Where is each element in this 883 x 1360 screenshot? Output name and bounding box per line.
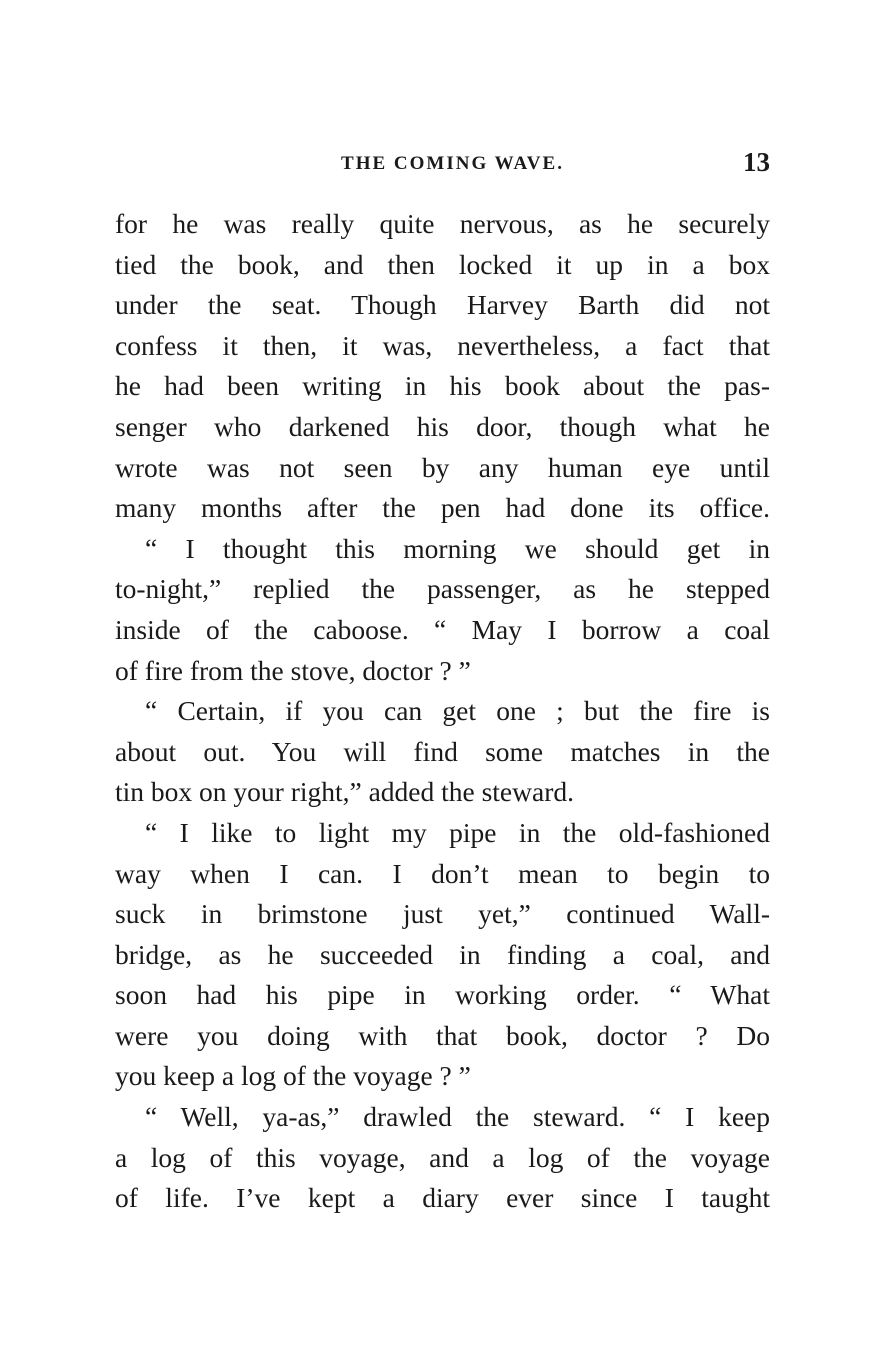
text-line: a log of this voyage, and a log of the voyage — [115, 1141, 770, 1173]
running-head — [115, 147, 770, 181]
page-number: 13 — [743, 147, 770, 177]
body-text — [115, 204, 770, 1219]
text-line: “ I like to light my pipe in the old-fashioned — [145, 816, 770, 848]
text-line: soon had his pipe in working order. “ What — [115, 979, 770, 1011]
text-line: many months after the pen had done its office. — [115, 492, 770, 524]
text-line: confess it then, it was, nevertheless, a fact that — [115, 329, 770, 361]
text-line: for he was really quite nervous, as he securely — [115, 208, 770, 239]
text-line: to-night,” replied the passenger, as he stepped — [115, 573, 770, 605]
text-line: he had been writing in his book about the pas- — [115, 370, 770, 402]
text-line: were you doing with that book, doctor ? Do — [115, 1019, 770, 1051]
text-line: of fire from the stove, doctor ? ” — [115, 654, 471, 686]
text-line: “ Well, ya-as,” drawled the steward. “ I keep — [145, 1101, 770, 1133]
text-line: “ I thought this morning we should get in — [145, 532, 770, 564]
text-line: tied the book, and then locked it up in a box — [115, 248, 770, 280]
text-line: wrote was not seen by any human eye until — [115, 451, 770, 483]
text-line: “ Certain, if you can get one ; but the fire is — [145, 695, 770, 727]
text-line: of life. I’ve kept a diary ever since I taught — [115, 1182, 770, 1214]
text-line: bridge, as he succeeded in finding a coal, and — [115, 938, 770, 970]
text-line: tin box on your right,” added the steward. — [115, 776, 574, 808]
text-line: way when I can. I don’t mean to begin to — [115, 857, 770, 889]
text-line: under the seat. Though Harvey Barth did not — [115, 289, 770, 321]
running-title: THE COMING WAVE. — [341, 153, 564, 174]
text-line: you keep a log of the voyage ? ” — [115, 1060, 471, 1092]
text-line: senger who darkened his door, though what he — [115, 410, 770, 442]
text-line: suck in brimstone just yet,” continued Wall- — [115, 898, 770, 930]
text-line: inside of the caboose. “ May I borrow a coal — [115, 613, 770, 645]
text-line: about out. You will find some matches in the — [115, 735, 770, 767]
